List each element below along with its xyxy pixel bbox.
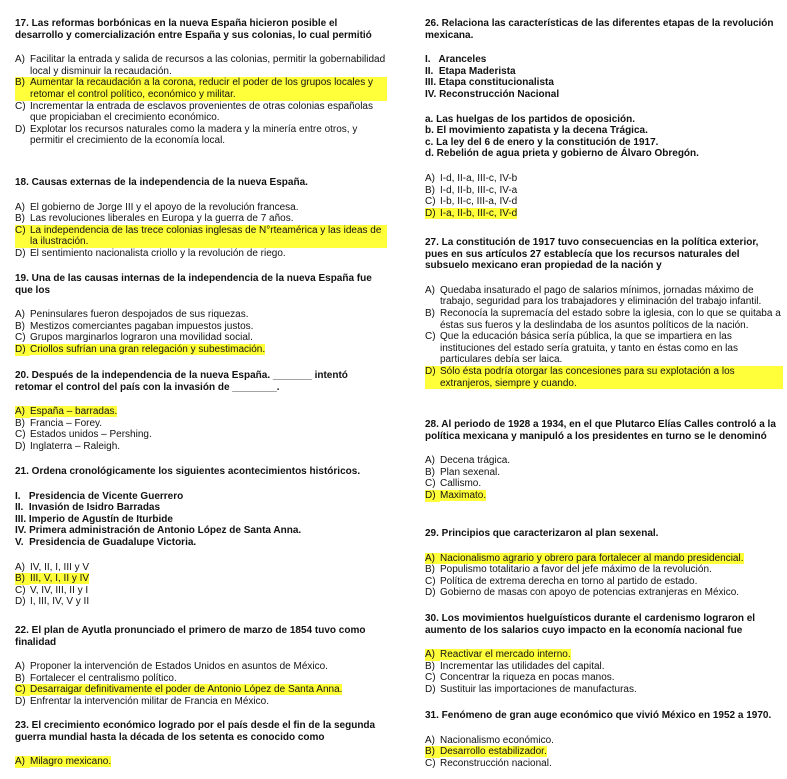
option-b: B) I-d, II-b, III-c, IV-a [425,184,518,196]
option-a: A) Facilitar la entrada y salida de recursos a las colonias, permitir la gobernabilidad local y disminuir la recaudación. [15,54,386,77]
option-c: C) Estados unidos – Pershing. [15,429,152,441]
option-d-highlighted: D) Sólo ésta podría otorgar las concesiones para su explotación a los extranjeros, siempre y cuando. [425,366,783,389]
option-b: B) Populismo totalitario a favor del jefe máximo de la revolución. [425,564,712,576]
option-d: D) I, III, IV, V y II [15,596,90,608]
list-item: III. Etapa constitucionalista [425,77,554,89]
option-b: B) Reconocía la supremacía del estado sobre la iglesia, con lo que se quitaba a éstas sus fueros y la deslindaba de los asuntos políticos de la nación. [425,307,781,331]
question-29 [425,528,783,599]
question-18 [15,177,387,260]
list-item: I. Aranceles [425,54,487,66]
list-item: IV. Reconstrucción Nacional [425,88,560,100]
list-item: I. Presidencia de Vicente Guerrero [15,490,184,502]
question-text: 31. Fenómeno de gran auge económico que vivió México en 1952 a 1970. [425,710,772,721]
option-d: D) Enfrentar la intervención militar de Francia en México. [15,695,269,707]
option-d-highlighted: D) Maximato. [425,489,487,501]
option-a: A) Proponer la intervención de Estados Unidos en asuntos de México. [15,661,328,673]
option-a: A) Peninsulares fueron despojados de sus riquezas. [15,309,249,321]
option-a: A) IV, II, I, III y V [15,561,90,573]
option-c-highlighted: C) Desarraigar definitivamente el poder de Antonio López de Santa Anna. [15,684,343,696]
option-a: A) I-d, II-a, III-c, IV-b [425,172,518,184]
option-a: A) Decena trágica. [425,455,511,467]
question-31 [425,710,783,769]
option-b: B) Mestizos comerciantes pagaban impuestos justos. [15,320,254,332]
question-text: 22. El plan de Ayutla pronunciado el primero de marzo de 1854 tuvo como finalidad [15,625,366,648]
option-b: B) Fortalecer el centralismo político. [15,672,177,684]
list-item: II. Invasión de Isidro Barradas [15,502,161,514]
option-a-highlighted: A) España – barradas. [15,406,118,418]
option-d: D) Explotar los recursos naturales como la madera y la minería entre otros, y permitir el crecimiento de la economía local. [15,123,358,147]
question-text: 19. Una de las causas internas de la independencia de la nueva España fue que los [15,273,372,296]
option-b: B) Francia – Forey. [15,417,103,429]
option-a: A) Nacionalismo económico. [425,734,554,746]
option-c: C) Callismo. [425,478,482,490]
option-d-highlighted: D) Criollos sufrían una gran relegación y subestimación. [15,343,266,355]
list-item: V. Presidencia de Guadalupe Victoria. [15,536,197,548]
question-30 [425,613,783,696]
option-c: C) Política de extrema derecha en torno al partido de estado. [425,575,698,587]
question-text: 27. La constitución de 1917 tuvo consecuencias en la política exterior, pues en sus artículos 27 establecía que los recursos naturales del subsuelo mexicano eran propiedad de la nación y [425,237,759,272]
question-21 [15,466,387,608]
option-a-highlighted: A) Nacionalismo agrario y obrero para fortalecer al mando presidencial. [425,552,744,564]
question-26 [425,18,783,219]
option-b-highlighted: B) III, V, I, II y IV [15,573,90,585]
option-a: A) Quedaba insaturado el pago de salarios mínimos, jornadas máximo de trabajo, seguridad para los trabajadores y eliminación del trabajo infantil. [425,284,762,308]
match-item: a. Las huelgas de los partidos de oposición. [425,113,636,125]
option-a: A) El gobierno de Jorge III y el apoyo de la revolución francesa. [15,201,299,213]
question-27 [425,237,783,389]
question-text: 30. Los movimientos huelguísticos durante el cardenismo lograron el aumento de los salarios cuyo impacto en la economía nacional fue [425,613,756,636]
question-19 [15,273,387,356]
option-c: C) Que la educación básica sería pública, la que se impartiera en las instituciones del estado sería gratuita, y tanto en éstas como en las particulares debía ser laica. [425,331,738,366]
list-item: IV. Primera administración de Antonio López de Santa Anna. [15,525,302,537]
match-item: d. Rebelión de agua prieta y gobierno de Álvaro Obregón. [425,148,699,160]
question-text: 28. Al periodo de 1928 a 1934, en el que Plutarco Elías Calles controló a la política mexicana y manipuló a los presidentes en turno se le denominó [425,419,776,442]
question-text: 26. Relaciona las características de las diferentes etapas de la revolución mexicana. [425,18,774,41]
option-d: D) Inglaterra – Raleigh. [15,440,121,452]
option-a-highlighted: A) Milagro mexicano. [15,756,112,768]
match-item: c. La ley del 6 de enero y la constitución de 1917. [425,136,659,148]
option-b-highlighted: B) Desarrollo estabilizador. [425,746,547,758]
question-text: 23. El crecimiento económico logrado por el país desde el fin de la segunda guerra mundial hasta la década de los setenta es conocido como [15,720,376,743]
question-text: 21. Ordena cronológicamente los siguientes acontecimientos históricos. [15,466,361,477]
question-22 [15,625,387,708]
option-c: C) V, IV, III, II y I [15,584,89,596]
option-c: C) I-b, II-c, III-a, IV-d [425,196,518,208]
option-a-highlighted: A) Reactivar el mercado interno. [425,649,571,661]
question-20 [15,370,387,453]
list-item: II. Etapa Maderista [425,65,516,77]
option-b-highlighted: B) Aumentar la recaudación a la corona, reducir el poder de los grupos locales y retomar el control político, económico y militar. [15,77,387,100]
option-d: D) Gobierno de masas con apoyo de potencias extranjeras en México. [425,587,740,599]
option-b: B) Plan sexenal. [425,466,501,478]
option-d: D) Sustituir las importaciones de manufacturas. [425,683,637,695]
match-item: b. El movimiento zapatista y la decena Trágica. [425,125,648,137]
option-d: D) El sentimiento nacionalista criollo y la revolución de riego. [15,247,286,259]
question-text: 20. Después de la independencia de la nueva España. _______ intentó retomar el control del país con la invasión de ________. [15,370,348,393]
option-b: B) Incrementar las utilidades del capital. [425,660,605,672]
option-c-highlighted: C) La independencia de las trece colonias inglesas de N°rteamérica y las ideas de la ilustración. [15,225,387,248]
list-item: III. Imperio de Agustín de Iturbide [15,513,173,525]
question-17 [15,18,387,147]
option-c: C) Reconstrucción nacional. [425,757,552,769]
option-d-highlighted: D) I-a, II-b, III-c, IV-d [425,207,518,219]
option-c: C) Concentrar la riqueza en pocas manos. [425,672,615,684]
option-b: B) Las revoluciones liberales en Europa y la guerra de 7 años. [15,213,294,225]
option-c: C) Grupos marginarlos lograron una movilidad social. [15,332,253,344]
question-28 [425,419,783,502]
question-23 [15,720,387,768]
question-text: 18. Causas externas de la independencia de la nueva España. [15,177,308,188]
question-text: 17. Las reformas borbónicas en la nueva España hicieron posible el desarrollo y comercialización entre España y sus colonias, lo cual permitió [15,18,372,41]
question-text: 29. Principios que caracterizaron al plan sexenal. [425,528,659,539]
option-c: C) Incrementar la entrada de esclavos provenientes de otras colonias españolas que propiciaban el crecimiento económico. [15,100,373,124]
